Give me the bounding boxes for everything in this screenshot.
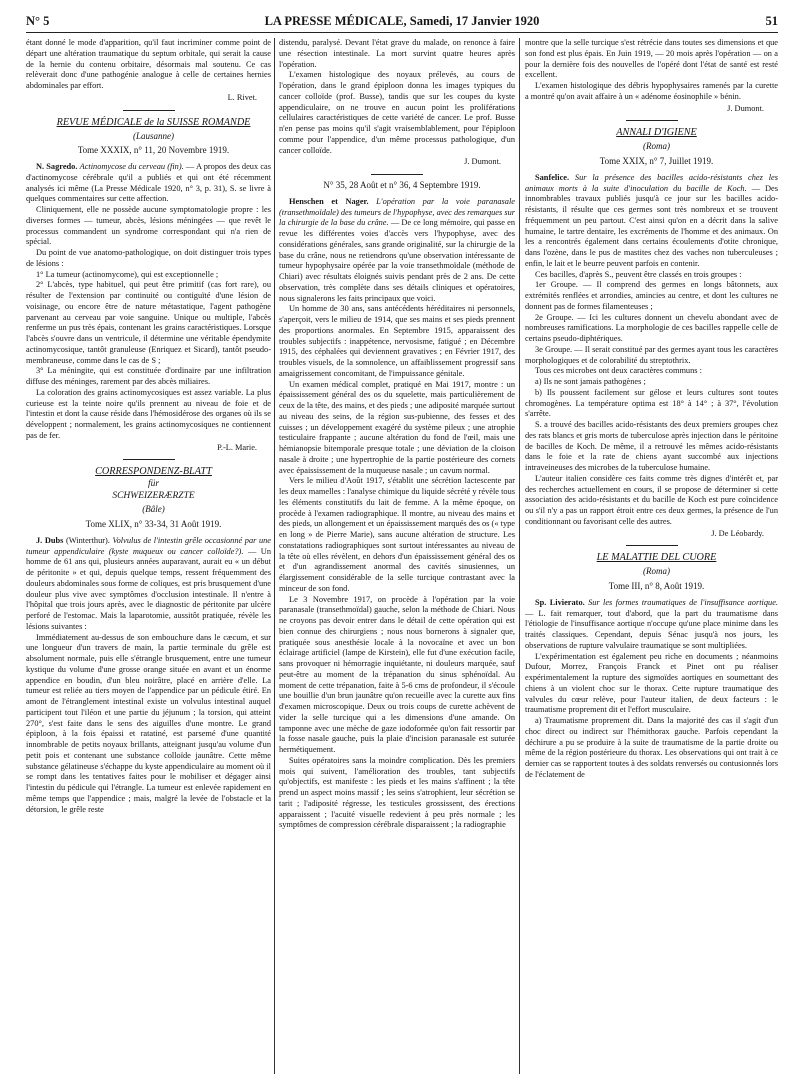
article-title: L'opération par la voie paranasale (transethmoïdale) des tumeurs de l'hypophyse, avec des remarques sur la chirurgie de la base du crâne. <box>279 196 515 228</box>
paragraph: S. a trouvé des bacilles acido-résistants des deux premiers groupes chez des rats blancs et gris morts de tuberculose après injection dans le péritoine de bacilles de Koch. De même, il a retrouvé les mêmes acido-résistants dans le foie et la rate de chiens ayant succombé aux injections intraveineuses des microbes de la tuberculose humaine. <box>525 420 778 472</box>
separator <box>123 459 175 460</box>
page-number: 51 <box>765 14 778 28</box>
paragraph: Du point de vue anatomo-pathologique, on doit distinguer trois types de lésions : <box>26 248 271 268</box>
article-paragraph: Sp. Livierato. Sur les formes traumatiques de l'insuffisance aortique. — L. fait remarquer, tout d'abord, que la part du traumatisme dans l'étiologie de l'insuffisance aortique n'occupe qu'une place minime dans les traités classiques. Cependant, depuis Sénac jusqu'à nos jours, les observations de rupture valvulaire traumatique se sont multipliées. <box>525 597 778 650</box>
article-author: Sanfelice. <box>535 172 570 182</box>
paragraph: L'expérimentation est également peu riche en documents ; néanmoins Dufour, Morrez, François Franck et Pinet ont pu réaliser expérimentalement la rupture des sigmoïdes aortiques en soumettant des chiens à un violent choc sur le thorax. Cette rupture traumatique des valvules du cœur relève, pour l'auteur italien, de deux facteurs : le traumatisme proprement dit et l'effort musculaire. <box>525 651 778 715</box>
paragraph: Ces bacilles, d'après S., peuvent être classés en trois groupes : <box>535 269 742 279</box>
journal-heading-sub: SCHWEIZERÆRZTE <box>112 491 195 502</box>
journal-issue: Tome XLIX, n° 33-34, 31 Août 1919. <box>85 519 222 529</box>
paragraph: Un examen médical complet, pratiqué en Mai 1917, montre : un épaississement général des os du squelette, mais particulièrement de ceux de la tête, des mains, et des pieds ; une adiposité marquée surtout au niveau des seins, de la région sus-pubienne, des fesses et des cuisses ; un développement exagéré du système pileux ; une atrophie testiculaire frappante ; aucune altération du fond de l'œil, mais une hémianopsie bitemporale presque totale ; une déviation de la cloison nasale à droite ; une hypertrophie de la partie postérieure des cornets avec épaississement de la muqueuse nasale ; un cavum normal. <box>279 379 515 475</box>
paragraph: a) Ils ne sont jamais pathogènes ; <box>535 377 646 386</box>
paragraph: a) Traumatisme proprement dit. Dans la majorité des cas il s'agit d'un choc direct ou indirect sur l'hémithorax gauche. Parfois cependant la déchirure a pu se produire à la suite de traumatisme de la partie droite ou même de la région postérieure du thorax. Les observations qui ont trait à ce dernier cas se rapportent toutes à des soldats renversés ou contusionnés lors de l'éclatement de <box>525 716 778 779</box>
paragraph: étant donné le mode d'apparition, qu'il faut incriminer comme point de départ une altération traumatique du septum orbitale, qui serait la cause de la hernie du contenu orbitaire, désormais mal soutenu. Ce cas relèverait donc d'une pathogénie analogue à celle de certaines hernies abdominales par effort. <box>26 38 271 90</box>
paragraph: Vers le milieu d'Août 1917, s'établit une sécrétion lactescente par les deux mamelles : l'analyse chimique du liquide sécrété y révèle tous les éléments constitutifs du lait de femme. A la même époque, on procède à l'examen radiographique. Il montre, au niveau des mains et des pieds, un allongement et un épaississement marqués des os (« type en long » de Pierre Marie), sans aucune altération de structure. Les constatations radiographiques sont surtout intéressantes au niveau de la tête où elles révèlent, en dehors d'un épaississement général des os et d'un agrandissement anormal des cavités sinusiennes, un élargissement considérable de la selle turcique contrastant avec la minceur de son fond. <box>279 476 515 593</box>
paragraph: Cliniquement, elle ne possède aucune symptomatologie propre : les diverses formes — tumeur, abcès, lésions méningées — que revêt le processus commandent un syndrome correspondant qui n'a rien de spécial. <box>26 205 271 247</box>
article-paragraph: N. Sagredo. Actinomycose du cerveau (fin). — A propos des deux cas d'actinomycose cérébrale qu'il a publiés et qui ont été récemment analysés ici même (La Presse Médicale 1920, n° 3, p. 31), S. se livre à quelques commentaires sur cette affection. <box>26 162 271 204</box>
paragraph: Immédiatement au-dessus de son embouchure dans le cæcum, et sur une longueur d'un travers de main, la partie terminale du grêle est absolument normale, puis elle s'étrangle brusquement, entre une tumeur kystique du volume d'une grosse orange située en avant et un énorme appendice en boudin, d'un bleu noirâtre, placé en arrière d'elle. La tumeur est reliée au tiers moyen de l'appendice par un pédicule étiré. En amont de l'étranglement intestinal existe un volvulus intestinal auquel participent tout l'iléon et une partie du jéjunum ; la torsion, qui atteint 270°, s'est faite dans le sens des aiguilles d'une montre. Le grand épiploon, à la fois épaissi et ratatiné, est parsemé d'une quantité innombrable de petits noyaux brillants, atteignant jusqu'au volume d'un petit pois et contenant une substance colloïde jaunâtre. Cette même substance gélatineuse s'échappe du kyste appendiculaire au moment où il se rompt dans les tentatives faites pour le mobiliser et dégager ainsi l'intestin du pédicule qui l'étrangle. La tumeur est enlevée rapidement en même temps que l'appendice ; mais, malgré la levée de l'obstacle et la détorsion, le grêle reste <box>26 632 271 814</box>
header-rule <box>26 32 778 33</box>
paragraph: L'auteur italien considère ces faits comme très dignes d'intérêt et, par des recherches actuellement en cours, il se propose de déterminer si cette association des acido-résistants et du bacille de Koch est pure coïncidence ou s'il n'y a pas un rapport étroit entre ces deux germes, la présence de l'un conditionnant ou favorisant celle des autres. <box>525 473 778 526</box>
page-header <box>26 12 778 32</box>
article-title: Actinomycose du cerveau (fin). <box>79 162 184 171</box>
paragraph: L'examen histologique des noyaux prélevés, au cours de l'opération, dans le grand épiploon donna les images typiques du cancer colloïde (prof. Busse), tandis que sur les coupes du kyste appendiculaire, on ne trouve en aucun point les proliférations cellulaires caractéristiques de cette variété de cancer. Le prof. Busse n'en pense pas moins qu'il s'agit vraisemblablement, pour l'épiploon comme pour l'appendice, d'un même processus pathologique, d'un cancer colloïde. <box>279 70 515 155</box>
journal-issue: N° 35, 28 Août et n° 36, 4 Septembre 1919. <box>323 180 481 190</box>
paragraph: 3° La méningite, qui est constituée d'ordinaire par une infiltration diffuse des méninges, rarement par des abcès miliaires. <box>26 366 271 386</box>
article-author: Sp. Livierato. <box>535 597 585 607</box>
journal-location: (Roma) <box>643 141 670 152</box>
signature: J. De Léobardy. <box>711 528 764 538</box>
journal-heading: CORRESPONDENZ-BLATT <box>95 466 212 478</box>
paragraph: Le 3 Novembre 1917, on procède à l'opération par la voie paranasale (transethmoïdal) gauche, selon la méthode de Chiari. Nous ne croyons pas devoir entrer dans le détail de cette opération qui est bien connue des chirurgiens ; nous nous bornerons à signaler que, pratiquée sous anesthésie locale à la novocaïne et avec un bon éclairage artificiel (lampe de Kirstein), elle fut d'une exécution facile, sans provoquer ni hémorragie inquiétante, ni douleurs marquée, sauf peut-être au moment de la trépanation du sinus sphénoïdal. Au moment de cette trépanation, faite à 5-6 cms de profondeur, il s'écoule une bouillie d'un brun jaunâtre qu'on recueille avec la curette aux fins d'examen microscopique. Deux ou trois coups de curette achèvent de vider la selle turcique qui a les dimensions d'une amande. On tamponne avec une mèche de gaze iodoformée qu'on fait ressortir par la fosse nasale gauche, puis la plaie d'incision paranasale est suturée hermétiquement. <box>279 594 515 754</box>
paragraph: 1° La tumeur (actinomycome), qui est exceptionnelle ; <box>36 269 219 279</box>
article-author: J. Dubs <box>36 535 64 545</box>
journal-issue: Tome XXXIX, n° 11, 20 Novembre 1919. <box>77 145 230 156</box>
journal-title: LA PRESSE MÉDICALE, Samedi, 17 Janvier 1920 <box>264 14 540 28</box>
signature: L. Rivet. <box>227 92 257 102</box>
journal-location: (Bâle) <box>142 504 165 515</box>
journal-issue: Tome III, n° 8, Août 1919. <box>608 581 705 591</box>
signature: J. Dumont. <box>464 157 501 167</box>
journal-location: (Roma) <box>643 566 670 577</box>
paragraph: distendu, paralysé. Devant l'état grave du malade, on renonce à faire une résection intestinale. La mort survint quatre heures après l'opération. <box>279 38 515 69</box>
journal-issue: Tome XXIX, n° 7, Juillet 1919. <box>599 156 714 166</box>
column-divider <box>274 38 275 1074</box>
paragraph: La coloration des grains actinomycosiques est assez variable. La plus curieuse est la teinte noire qu'ils prennent au niveau de foie et de l'intestin et dont la cause réside dans l'hémosidérose des organes où ils se développent ; normalement, les grains actinomycosiques ne contiennent pas de fer. <box>26 387 271 440</box>
article-paragraph: Henschen et Nager. L'opération par la voie paranasale (transethmoïdale) des tumeurs de l'hypophyse, avec des remarques sur la chirurgie de la base du crâne. — De ce long mémoire, qui passe en revue les différentes voies d'accès vers l'hypophyse, avec des considérations générales, sans grande originalité, sur la chirurgie de la base du crâne, nous ne retiendrons qu'une observation intéressante de tumeur hypophysaire opérée par la voie transethmoïdale (méthode de Chiari) avec résultats éloignés suivis pendant près de 2 ans. De cette observation, très complète dans ses détails cliniques et opératoires, nous signalerons les faits principaux que voici. <box>279 196 515 303</box>
separator <box>626 545 678 546</box>
article-paragraph: J. Dubs (Winterthur). Volvulus de l'intestin grêle occasionné par une tumeur appendiculaire (kyste muqueux ou cancer colloïde?). — Un homme de 61 ans qui, plusieurs années auparavant, aurait eu « un début de péritonite » et qui, depuis quelque temps, ressent fréquemment des douleurs abdominales sous forme de coliques, est pris brusquement d'une douleur plus vive avec symptômes d'occlusion intestinale. Il n'entre à l'hôpital que trois jours après, avec le diagnostic de péritonite par ulcère perforé de l'estomac. Mais la laparotomie, aussitôt pratiquée, révèle les lésions suivantes : <box>26 535 271 631</box>
separator <box>123 110 175 111</box>
paragraph: montre que la selle turcique s'est rétrécie dans toutes ses dimensions et que son fond est plus épais. En Juin 1919, — 20 mois après l'opération — on a pour la dernière fois des nouvelles de l'opéré dont l'état de santé est resté excellent. <box>525 38 778 80</box>
issue-number: N° 5 <box>26 14 50 28</box>
paragraph: 2e Groupe. — Ici les cultures donnent un chevelu abondant avec de nombreuses ramifications. La morphologie de ces bacilles rappelle celle de certains pseudo-diphtériques. <box>525 312 778 343</box>
article-author: Henschen et Nager. <box>289 196 369 206</box>
article-title: Sur la présence des bacilles acido-résistants chez les animaux morts à la suite d'inoculation du bacille de Koch. <box>525 172 778 193</box>
article-title: Sur les formes traumatiques de l'insuffisance aortique. <box>588 597 778 607</box>
paragraph: 3e Groupe. — Il serait constitué par des germes ayant tous les caractères morphologiques et de colorabilité du streptothrix. <box>525 344 778 365</box>
paragraph: 1er Groupe. — Il comprend des germes en longs bâtonnets, aux extrémités renflées et arrondies, amincies au centre, et dont les cultures ne donnent pas de formes filamenteuses ; <box>525 280 778 311</box>
article-title: Volvulus de l'intestin grêle occasionné par une tumeur appendiculaire (kyste muqueux ou cancer colloïde?). <box>26 535 271 556</box>
separator <box>626 120 678 121</box>
signature: J. Dumont. <box>727 103 764 113</box>
column-2 <box>279 38 515 1074</box>
journal-heading: REVUE MÉDICALE de la SUISSE ROMANDE <box>56 116 251 128</box>
article-paragraph: Sanfelice. Sur la présence des bacilles acido-résistants chez les animaux morts à la suite d'inoculation du bacille de Koch. — Des innombrables travaux publiés jusqu'à ce jour sur les bacilles acido-résistants, il résulte que ces germes sont très nombreux et se trouvent fréquemment un peu partout. C'est ainsi qu'on en a décrit dans la salive humaine, le tartre dentaire, les excréments de l'homme et des animaux. On les a rencontrés également dans certains écoulements d'otite chronique, dans l'ozène, dans le pus de mastites chez des vaches non tuberculeuses ; enfin, le lait et le beurre peuvent parfois en contenir. <box>525 172 778 268</box>
signature: P.-L. Marie. <box>217 442 257 452</box>
separator <box>371 174 423 175</box>
paragraph: 2° L'abcès, type habituel, qui peut être primitif (cas fort rare), ou résulter de l'extension par continuité ou contiguïté d'une lésion de voisinage, ou encore être de nature métastatique, l'agent pathogène parvenant au cerveau par voie sanguine. Unique ou multiple, l'abcès renferme un pus très épais, contenant les grains caractéristiques. Lorsque l'abcès s'ouvre dans un ventricule, il détermine une véritable épendymite actinomycosique, tantôt granuleuse (Enriquez et Sicard), tantôt pseudo-membraneuse, comme dans le cas de S ; <box>26 280 271 365</box>
paragraph: b) Ils poussent facilement sur gélose et leurs cultures sont toutes chromogènes. La température optima est 18° à 14° ; à 37°, l'évolution s'arrête. <box>525 387 778 419</box>
paragraph: Suites opératoires sans la moindre complication. Dès les premiers mois qui suivent, l'amélioration des troubles, tant subjectifs qu'objectifs, est manifeste : les pieds et les mains s'affinent ; la tête prend un aspect moins massif ; les seins s'atrophient, leur sécrétion se tarit ; l'adiposité régresse, les testicules grossissent, des érections apparaissent ; l'acuité visuelle redevient à peu près normale ; les symptômes de compression cérébrale disparaissent ; la radiographie <box>279 755 515 830</box>
column-divider <box>519 38 520 1074</box>
column-3 <box>525 38 778 1074</box>
journal-heading: ANNALI D'IGIENE <box>616 127 697 139</box>
column-1 <box>26 38 271 1074</box>
article-author: N. Sagredo. <box>36 162 78 171</box>
paragraph: L'examen histologique des débris hypophysaires ramenés par la curette a montré qu'on avait affaire à un « adénome éosinophile » bénin. <box>525 81 778 101</box>
journal-heading-mid: für <box>147 479 160 490</box>
journal-heading: LE MALATTIE DEL CUORE <box>596 552 717 564</box>
paragraph: Un homme de 30 ans, sans antécédents héréditaires ni personnels, s'aperçoit, vers le milieu de 1914, que ses mains et ses pieds prennent des proportions anormales. En Septembre 1915, apparaissent des troubles subjectifs : inappétence, nervosisme, fatigué ; en Décembre 1915, des céphalées qui deviennent gravatives ; en Février 1917, des troubles visuels, de la somnolence, un affaiblissement progressif sans amaigrissement concomitant, de l'impuissance génitale. <box>279 304 515 378</box>
paragraph: Tous ces microbes ont deux caractères communs : <box>535 366 702 376</box>
journal-location: (Lausanne) <box>133 130 174 141</box>
